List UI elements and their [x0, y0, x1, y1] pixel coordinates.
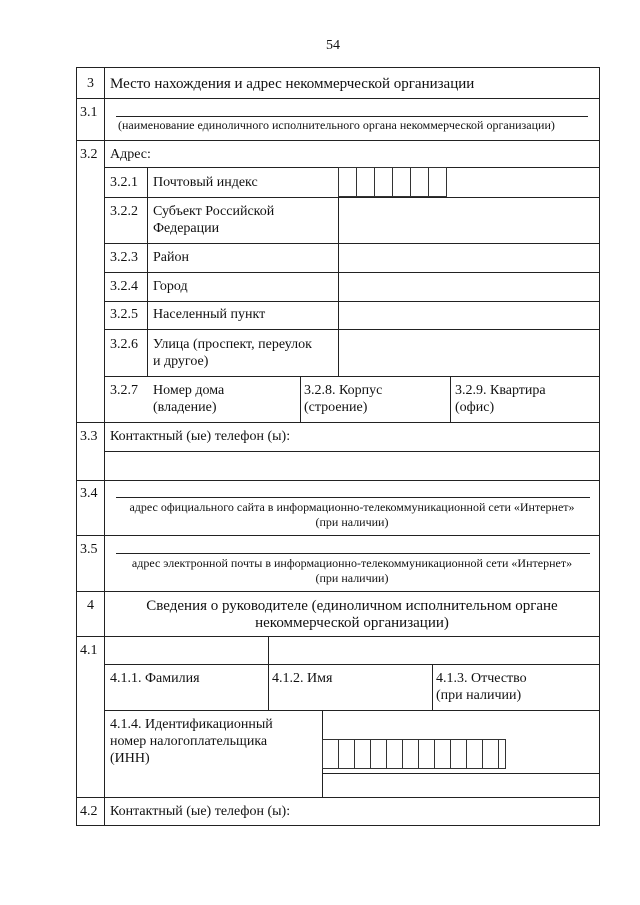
row-3-2-label: Адрес: — [110, 147, 151, 162]
section-3-title: Место нахождения и адрес некоммерческой организации — [110, 76, 475, 92]
section-4-number: 4 — [87, 598, 94, 613]
email-fill-line — [116, 553, 590, 554]
email-caption-line2: (при наличии) — [315, 571, 389, 585]
website-caption-line1: адрес официального сайта в информационно-телекоммуникационной сети «Интернет» — [129, 500, 575, 514]
patronymic-label-line2: (при наличии) — [436, 688, 522, 703]
section-3-number: 3 — [87, 76, 94, 91]
name-patronymic-field[interactable] — [269, 637, 599, 663]
row-3-2-6-label-line1: Улица (проспект, переулок — [153, 337, 312, 352]
first-name-label: 4.1.2. Имя — [272, 671, 333, 686]
row-4-1-number: 4.1 — [80, 643, 98, 658]
settlement-field[interactable] — [339, 302, 599, 328]
region-field[interactable] — [339, 198, 599, 242]
district-field[interactable] — [339, 244, 599, 271]
patronymic-label-line1: 4.1.3. Отчество — [436, 671, 527, 686]
website-caption-line2: (при наличии) — [315, 515, 389, 529]
row-3-1-caption: (наименование единоличного исполнительного органа некоммерческой организации) — [118, 118, 555, 132]
email-caption-line1: адрес электронной почты в информационно-телекоммуникационной сети «Интернет» — [131, 556, 573, 570]
row-3-4-number: 3.4 — [80, 486, 98, 501]
row-3-1-fill-line — [116, 116, 588, 117]
row-3-3-number: 3.3 — [80, 429, 98, 444]
surname-label: 4.1.1. Фамилия — [110, 671, 200, 686]
row-3-1-number: 3.1 — [80, 105, 98, 120]
row-3-2-5-number: 3.2.5 — [110, 307, 138, 322]
section-4-title-line2: некоммерческой организации) — [255, 615, 449, 631]
inn-label-line2: номер налогоплательщика — [110, 734, 268, 749]
city-field[interactable] — [339, 273, 599, 300]
row-3-3-label: Контактный (ые) телефон (ы): — [110, 429, 291, 444]
surname-field[interactable] — [105, 637, 267, 663]
page-number: 54 — [326, 38, 340, 53]
row-3-2-4-label: Город — [153, 279, 188, 294]
house-number-label-line2: (владение) — [153, 400, 217, 415]
row-3-2-1-label: Почтовый индекс — [153, 175, 258, 190]
row-3-2-1-number: 3.2.1 — [110, 175, 138, 190]
inn-label-line1: 4.1.4. Идентификационный — [110, 717, 273, 732]
row-3-2-7-number: 3.2.7 — [110, 383, 138, 398]
row-3-2-3-number: 3.2.3 — [110, 250, 138, 265]
row-3-2-2-number: 3.2.2 — [110, 204, 138, 219]
row-3-2-2-label-line2: Федерации — [153, 221, 220, 236]
contact-phone-field[interactable] — [105, 452, 599, 479]
inn-label-line3: (ИНН) — [110, 751, 150, 766]
row-3-2-2-label-line1: Субъект Российской — [153, 204, 275, 219]
row-3-5-number: 3.5 — [80, 542, 98, 557]
row-3-2-6-label-line2: и другое) — [153, 354, 209, 369]
apartment-label-line1: 3.2.9. Квартира — [455, 383, 546, 398]
apartment-label-line2: (офис) — [455, 400, 495, 415]
house-number-label-line1: Номер дома — [153, 383, 225, 398]
row-3-2-4-number: 3.2.4 — [110, 279, 138, 294]
row-4-2-number: 4.2 — [80, 804, 98, 819]
row-3-2-6-number: 3.2.6 — [110, 337, 138, 352]
row-3-2-number: 3.2 — [80, 147, 98, 162]
street-field[interactable] — [339, 330, 599, 375]
building-label-line2: (строение) — [304, 400, 368, 415]
row-4-2-label: Контактный (ые) телефон (ы): — [110, 804, 291, 819]
section-4-title-line1: Сведения о руководителе (единоличном исполнительном органе — [146, 598, 558, 614]
building-label-line1: 3.2.8. Корпус — [304, 383, 383, 398]
website-fill-line — [116, 497, 590, 498]
row-3-2-5-label: Населенный пункт — [153, 307, 266, 322]
row-3-2-3-label: Район — [153, 250, 189, 265]
